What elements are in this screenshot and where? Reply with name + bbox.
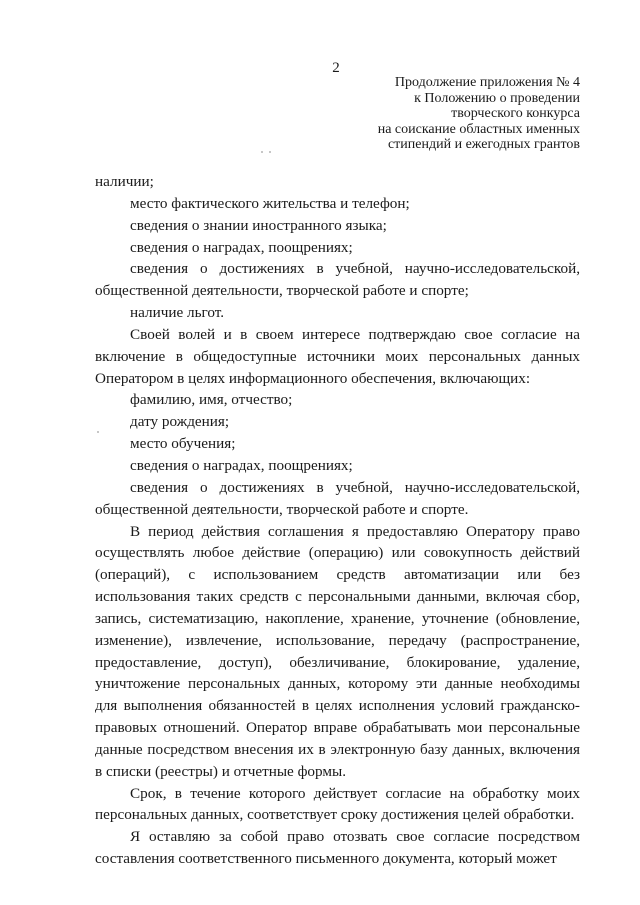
text-line: сведения о наградах, поощрениях; <box>130 456 353 474</box>
scan-speck <box>269 151 271 153</box>
header-line: на соискание областных именных <box>377 121 580 137</box>
text-line: осуществлять любое действие (операцию) или совокупность действий <box>95 544 580 562</box>
text-line: изменение), извлечение, использование, передачу (распространение, <box>95 631 580 649</box>
text-line: включение в общедоступные источники моих персональных данных <box>95 347 580 365</box>
text-line: предоставление, доступ), обезличивание, блокирование, удаление, <box>95 653 580 671</box>
header-line: Продолжение приложения № 4 <box>394 75 580 90</box>
text-line: персональных данных, соответствует сроку достижения целей обработки. <box>95 806 575 824</box>
text-line: общественной деятельности, творческой работе и спорте. <box>95 500 469 518</box>
text-line: запись, систематизацию, накопление, хранение, уточнение (обновление, <box>95 609 580 627</box>
text-line: Я оставляю за собой право отозвать свое согласие посредством <box>130 828 580 846</box>
text-line: наличие льгот. <box>130 304 225 322</box>
text-line: правовых отношений. Оператор вправе обрабатывать мои персональные <box>95 719 580 737</box>
text-line: Своей волей и в своем интересе подтверждаю свое согласие на <box>130 325 580 343</box>
text-line: дату рождения; <box>130 413 230 431</box>
text-line: данные посредством внесения их в электронную базу данных, включения <box>95 740 580 758</box>
header-line: творческого конкурса <box>451 106 580 122</box>
text-line: фамилию, имя, отчество; <box>130 391 293 409</box>
text-line: уничтожение персональных данных, которому эти данные необходимы <box>95 675 580 693</box>
text-line: место обучения; <box>130 435 236 453</box>
header-line: стипендий и ежегодных грантов <box>387 137 580 153</box>
header-line: к Положению о проведении <box>414 90 580 106</box>
text-line: Оператором в целях информационного обеспечения, включающих: <box>95 369 531 387</box>
text-line: (операций), с использованием средств автоматизации или без <box>95 566 580 584</box>
scan-speck <box>261 151 263 153</box>
text-line: Срок, в течение которого действует согласие на обработку моих <box>130 784 580 802</box>
text-line: сведения о достижениях в учебной, научно-исследовательской, <box>130 260 580 278</box>
text-line: общественной деятельности, творческой работе и спорте; <box>95 282 469 300</box>
appendix-header <box>340 75 580 153</box>
text-line: В период действия соглашения я предоставляю Оператору право <box>130 522 580 540</box>
text-line: использования таких средств с персональными данными, включая сбор, <box>95 588 580 606</box>
text-line: для выполнения обязанностей в целях исполнения условий гражданско- <box>95 697 580 715</box>
text-line: составления соответственного письменного документа, который может <box>95 850 557 868</box>
page-number: 2 <box>332 60 340 76</box>
text-line: наличии; <box>95 173 154 190</box>
text-line: в списки (реестры) и отчетные формы. <box>95 762 346 780</box>
body-text <box>95 171 580 870</box>
text-line: сведения о достижениях в учебной, научно-исследовательской, <box>130 478 580 496</box>
text-line: место фактического жительства и телефон; <box>130 194 410 212</box>
text-line: сведения о знании иностранного языка; <box>130 216 387 234</box>
text-line: сведения о наградах, поощрениях; <box>130 238 353 256</box>
